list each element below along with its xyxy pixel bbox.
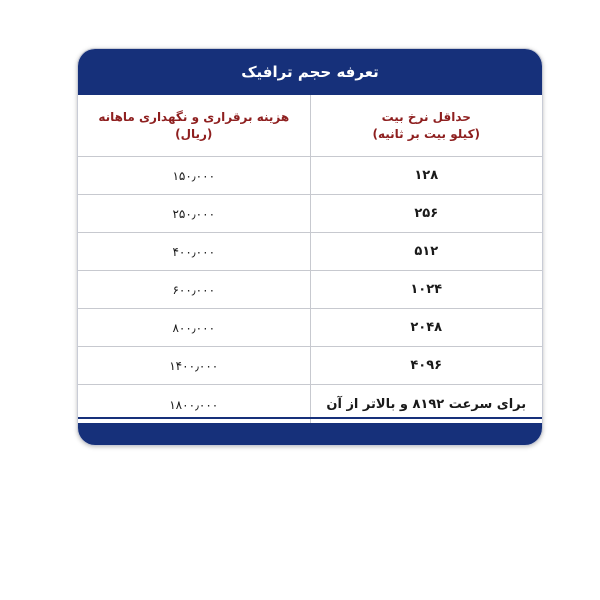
- cost-cell: ۱۴۰۰٫۰۰۰: [78, 347, 310, 385]
- bitrate-cell: ۴۰۹۶: [310, 347, 542, 385]
- bitrate-cell: ۲۰۴۸: [310, 309, 542, 347]
- column-header-cost-line2: (ریال): [175, 126, 213, 141]
- card-header: [78, 49, 542, 95]
- column-header-bitrate: [310, 95, 542, 157]
- card-footer-bar: [78, 423, 542, 445]
- cost-cell: ۶۰۰٫۰۰۰: [78, 271, 310, 309]
- column-header-bitrate-line1: حداقل نرخ بیت: [381, 109, 471, 124]
- bitrate-cell: ۱۰۲۴: [310, 271, 542, 309]
- table-header-row: [78, 95, 542, 157]
- table-row: [78, 233, 542, 271]
- column-header-cost-line1: هزینه برقراری و نگهداری ماهانه: [98, 109, 290, 124]
- bitrate-cell: ۲۵۶: [310, 195, 542, 233]
- cost-cell: ۱۸۰۰٫۰۰۰: [78, 385, 310, 425]
- card-title: تعرفه حجم ترافیک: [241, 63, 379, 81]
- table-row: [78, 309, 542, 347]
- column-header-bitrate-line2: (کیلو بیت بر ثانیه): [372, 126, 481, 141]
- table-row: [78, 271, 542, 309]
- bitrate-cell: ۵۱۲: [310, 233, 542, 271]
- table-row: [78, 195, 542, 233]
- cost-cell: ۲۵۰٫۰۰۰: [78, 195, 310, 233]
- bitrate-cell: برای سرعت ۸۱۹۲ و بالاتر از آن: [310, 385, 542, 425]
- traffic-tariff-card: [77, 48, 543, 446]
- bitrate-cell: ۱۲۸: [310, 157, 542, 195]
- cost-cell: ۴۰۰٫۰۰۰: [78, 233, 310, 271]
- cost-cell: ۸۰۰٫۰۰۰: [78, 309, 310, 347]
- table-row: [78, 157, 542, 195]
- cost-cell: ۱۵۰٫۰۰۰: [78, 157, 310, 195]
- column-header-cost: [78, 95, 310, 157]
- tariff-table: [78, 95, 542, 425]
- table-row: [78, 347, 542, 385]
